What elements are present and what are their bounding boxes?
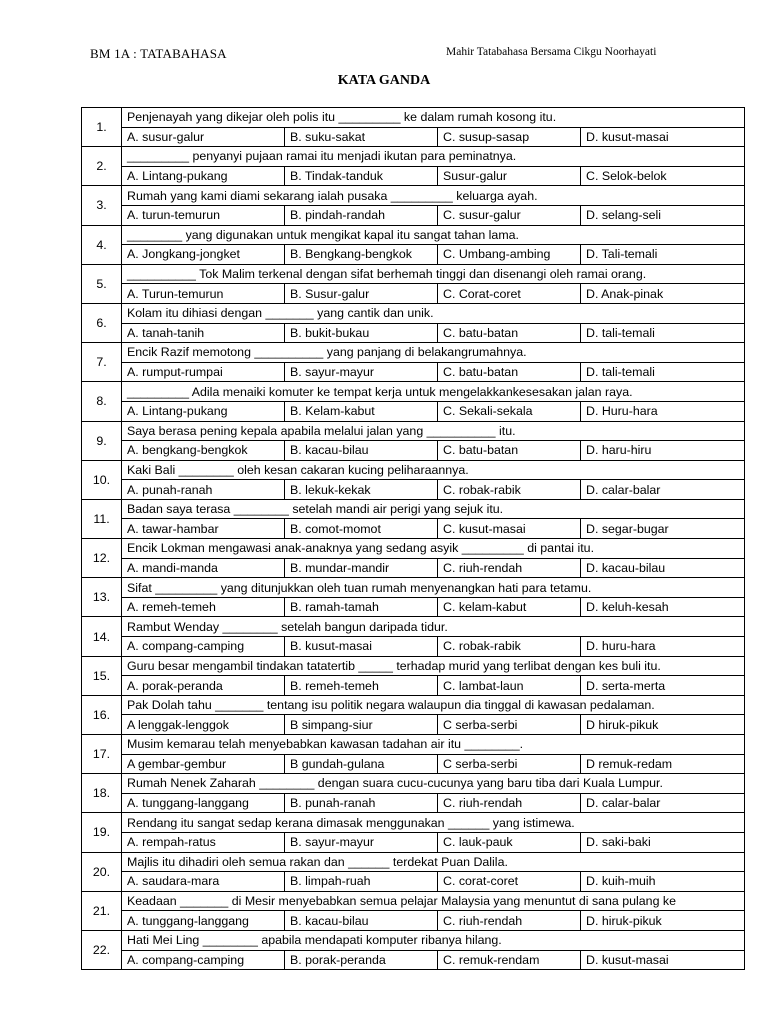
question-text: __________ Tok Malim terkenal dengan sifat berhemah tinggi dan disenangi oleh ramai orang. [122,264,745,284]
question-row [82,891,745,911]
option-b: B. lekuk-kekak [285,480,438,500]
options-row [82,127,745,147]
option-c: C. kusut-masai [438,519,581,539]
question-text: Pak Dolah tahu _______ tentang isu politik negara walaupun dia tinggal di kawasan pedalaman. [122,695,745,715]
option-b: B. punah-ranah [285,793,438,813]
question-text: Encik Lokman mengawasi anak-anaknya yang sedang asyik _________ di pantai itu. [122,539,745,559]
option-a: A. rempah-ratus [122,832,285,852]
question-number: 9. [82,421,122,460]
question-row [82,147,745,167]
option-b: B. comot-momot [285,519,438,539]
option-c: C. Corat-coret [438,284,581,304]
option-b: B. Bengkang-bengkok [285,245,438,265]
question-text: Penjenayah yang dikejar oleh polis itu _________ ke dalam rumah kosong itu. [122,108,745,128]
option-a: A. saudara-mara [122,872,285,892]
option-b: B. mundar-mandir [285,558,438,578]
option-c: C. Sekali-sekala [438,401,581,421]
question-row [82,108,745,128]
options-row [82,676,745,696]
question-number: 5. [82,264,122,303]
question-text: Keadaan _______ di Mesir menyebabkan semua pelajar Malaysia yang menuntut di sana pulang ke [122,891,745,911]
option-d: D. tali-temali [581,362,745,382]
question-text: Hati Mei Ling ________ apabila mendapati komputer ribanya hilang. [122,930,745,950]
question-text: ________ yang digunakan untuk mengikat kapal itu sangat tahan lama. [122,225,745,245]
option-a: A. Turun-temurun [122,284,285,304]
option-a: A. bengkang-bengkok [122,441,285,461]
question-text: Majlis itu dihadiri oleh semua rakan dan ______ terdekat Puan Dalila. [122,852,745,872]
option-b: B. limpah-ruah [285,872,438,892]
option-a: A. Lintang-pukang [122,166,285,186]
question-text: Sifat _________ yang ditunjukkan oleh tuan rumah menyenangkan hati para tetamu. [122,578,745,598]
question-row [82,695,745,715]
question-number: 7. [82,343,122,382]
question-row [82,735,745,755]
question-row [82,930,745,950]
option-a: A lenggak-lenggok [122,715,285,735]
option-a: A gembar-gembur [122,754,285,774]
options-row [82,872,745,892]
options-row [82,754,745,774]
option-d: D. calar-balar [581,480,745,500]
option-c: C. susur-galur [438,205,581,225]
option-a: A. mandi-manda [122,558,285,578]
options-row [82,911,745,931]
option-d: D remuk-redam [581,754,745,774]
question-row [82,852,745,872]
option-a: A. remeh-temeh [122,597,285,617]
question-row [82,225,745,245]
option-a: A. tunggang-langgang [122,911,285,931]
question-row [82,578,745,598]
options-row [82,323,745,343]
option-d: D. kuih-muih [581,872,745,892]
option-b: B. kacau-bilau [285,911,438,931]
options-row [82,637,745,657]
option-d: D. keluh-kesah [581,597,745,617]
option-b: B. Susur-galur [285,284,438,304]
option-d: C. Selok-belok [581,166,745,186]
options-row [82,558,745,578]
question-text: Guru besar mengambil tindakan tatatertib _____ terhadap murid yang terlibat dengan kes buli itu. [122,656,745,676]
option-b: B. Tindak-tanduk [285,166,438,186]
question-row [82,421,745,441]
author-header: Mahir Tatabahasa Bersama Cikgu Noorhayati [446,46,657,58]
option-c: C. corat-coret [438,872,581,892]
question-number: 13. [82,578,122,617]
option-d: D. huru-hara [581,637,745,657]
option-a: A. turun-temurun [122,205,285,225]
option-d: D. kacau-bilau [581,558,745,578]
question-text: Rambut Wenday ________ setelah bangun daripada tidur. [122,617,745,637]
option-b: B simpang-siur [285,715,438,735]
question-row [82,460,745,480]
question-row [82,186,745,206]
option-a: A. rumput-rumpai [122,362,285,382]
question-number: 2. [82,147,122,186]
options-row [82,597,745,617]
option-b: B. porak-peranda [285,950,438,970]
option-a: A. tunggang-langgang [122,793,285,813]
question-text: _________ Adila menaiki komuter ke tempat kerja untuk mengelakkankesesakan jalan raya. [122,382,745,402]
option-c: C. batu-batan [438,362,581,382]
question-number: 17. [82,735,122,774]
options-row [82,793,745,813]
option-d: D. Anak-pinak [581,284,745,304]
option-a: A. compang-camping [122,950,285,970]
option-a: A. Lintang-pukang [122,401,285,421]
question-row [82,774,745,794]
option-d: D. haru-hiru [581,441,745,461]
option-c: C. robak-rabik [438,480,581,500]
question-number: 12. [82,539,122,578]
option-d: D. tali-temali [581,323,745,343]
question-row [82,343,745,363]
option-c: C. lambat-laun [438,676,581,696]
option-c: C. remuk-rendam [438,950,581,970]
option-b: B. sayur-mayur [285,832,438,852]
option-c: C. batu-batan [438,441,581,461]
question-row [82,382,745,402]
question-number: 8. [82,382,122,421]
option-b: B. kacau-bilau [285,441,438,461]
question-number: 19. [82,813,122,852]
option-d: D. saki-baki [581,832,745,852]
option-c: C. batu-batan [438,323,581,343]
question-text: _________ penyanyi pujaan ramai itu menjadi ikutan para peminatnya. [122,147,745,167]
options-row [82,519,745,539]
options-row [82,401,745,421]
question-text: Encik Razif memotong __________ yang panjang di belakangrumahnya. [122,343,745,363]
option-c: C. lauk-pauk [438,832,581,852]
question-number: 14. [82,617,122,656]
option-b: B. Kelam-kabut [285,401,438,421]
question-number: 15. [82,656,122,695]
option-b: B. sayur-mayur [285,362,438,382]
question-text: Rumah Nenek Zaharah ________ dengan suara cucu-cucunya yang baru tiba dari Kuala Lumpur. [122,774,745,794]
option-d: D. hiruk-pikuk [581,911,745,931]
option-d: D. Huru-hara [581,401,745,421]
question-text: Rendang itu sangat sedap kerana dimasak menggunakan ______ yang istimewa. [122,813,745,833]
option-b: B. kusut-masai [285,637,438,657]
option-a: A. punah-ranah [122,480,285,500]
question-row [82,303,745,323]
options-row [82,205,745,225]
option-a: A. tanah-tanih [122,323,285,343]
question-number: 4. [82,225,122,264]
option-b: B gundah-gulana [285,754,438,774]
option-c: C. riuh-rendah [438,911,581,931]
option-b: B. bukit-bukau [285,323,438,343]
options-row [82,166,745,186]
option-d: D. calar-balar [581,793,745,813]
question-text: Rumah yang kami diami sekarang ialah pusaka _________ keluarga ayah. [122,186,745,206]
option-d: D hiruk-pikuk [581,715,745,735]
option-c: C. riuh-rendah [438,793,581,813]
option-d: D. selang-seli [581,205,745,225]
question-number: 22. [82,930,122,969]
question-number: 21. [82,891,122,930]
question-text: Musim kemarau telah menyebabkan kawasan tadahan air itu ________. [122,735,745,755]
options-row [82,950,745,970]
option-c: C. robak-rabik [438,637,581,657]
question-number: 3. [82,186,122,225]
subject-header: BM 1A : TATABAHASA [90,46,227,61]
option-c: C serba-serbi [438,715,581,735]
options-row [82,245,745,265]
question-row [82,656,745,676]
question-text: Saya berasa pening kepala apabila melalui jalan yang __________ itu. [122,421,745,441]
option-c: C. Umbang-ambing [438,245,581,265]
option-c: C. susup-sasap [438,127,581,147]
option-d: D. segar-bugar [581,519,745,539]
option-d: D. kusut-masai [581,950,745,970]
option-d: D. kusut-masai [581,127,745,147]
question-row [82,264,745,284]
option-b: B. pindah-randah [285,205,438,225]
question-row [82,813,745,833]
option-a: A. compang-camping [122,637,285,657]
question-number: 11. [82,499,122,538]
option-b: B. ramah-tamah [285,597,438,617]
options-row [82,284,745,304]
question-table [81,107,745,970]
question-text: Kaki Bali ________ oleh kesan cakaran kucing peliharaannya. [122,460,745,480]
question-number: 18. [82,774,122,813]
question-table-body [82,108,745,970]
worksheet-title: KATA GANDA [337,73,431,88]
option-c: C. kelam-kabut [438,597,581,617]
question-text: Badan saya terasa ________ setelah mandi air perigi yang sejuk itu. [122,499,745,519]
option-b: B. suku-sakat [285,127,438,147]
options-row [82,441,745,461]
option-d: D. Tali-temali [581,245,745,265]
question-text: Kolam itu dihiasi dengan _______ yang cantik dan unik. [122,303,745,323]
question-row [82,617,745,637]
option-a: A. susur-galur [122,127,285,147]
option-c: C serba-serbi [438,754,581,774]
option-c: C. riuh-rendah [438,558,581,578]
option-a: A. Jongkang-jongket [122,245,285,265]
option-c: Susur-galur [438,166,581,186]
option-a: A. porak-peranda [122,676,285,696]
option-b: B. remeh-temeh [285,676,438,696]
question-number: 1. [82,108,122,147]
question-number: 20. [82,852,122,891]
options-row [82,715,745,735]
question-number: 10. [82,460,122,499]
question-row [82,539,745,559]
question-number: 16. [82,695,122,734]
question-row [82,499,745,519]
question-number: 6. [82,303,122,342]
option-a: A. tawar-hambar [122,519,285,539]
options-row [82,832,745,852]
options-row [82,480,745,500]
option-d: D. serta-merta [581,676,745,696]
options-row [82,362,745,382]
